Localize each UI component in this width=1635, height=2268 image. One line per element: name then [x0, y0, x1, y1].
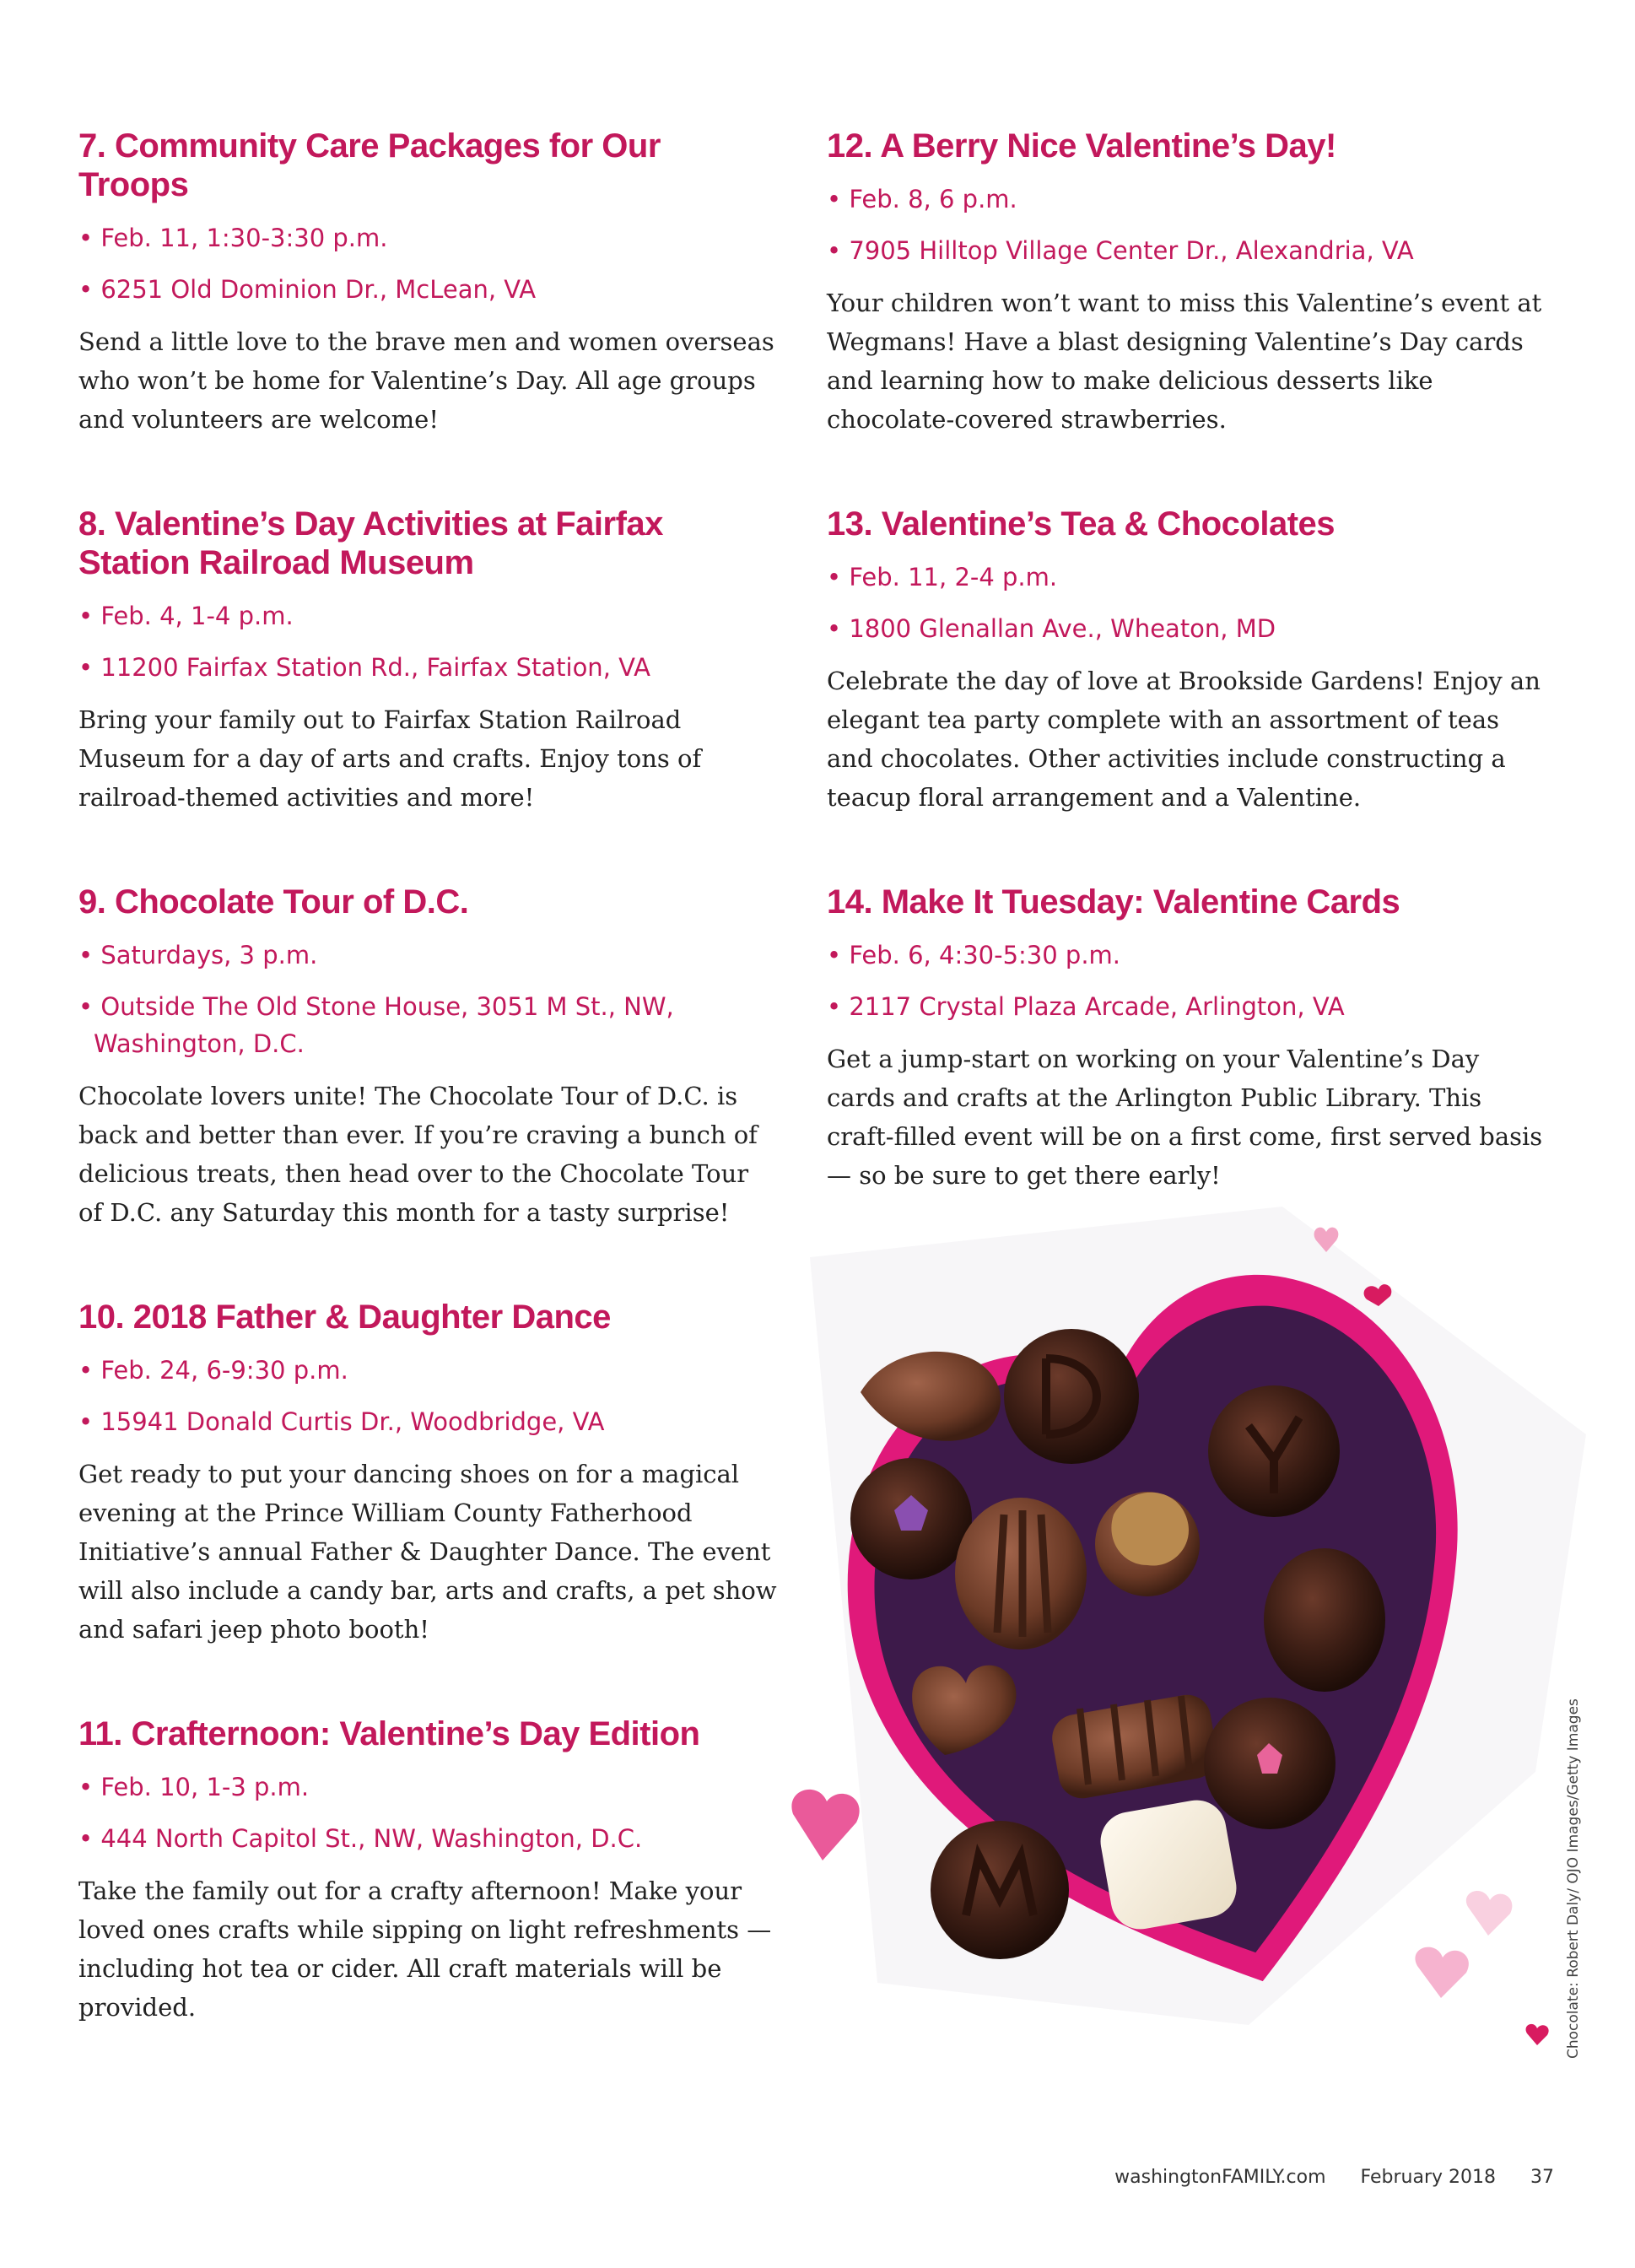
event-location: • 11200 Fairfax Station Rd., Fairfax Station, VA	[78, 653, 650, 682]
event-description: Bring your family out to Fairfax Station Railroad Museum for a day of arts and crafts. Enjoy tons of railroad-themed activities and more!	[78, 705, 702, 812]
event-date: • Feb. 6, 4:30-5:30 p.m.	[827, 941, 1121, 969]
event-title: 8. Valentine’s Day Activities at Fairfax Station Railroad Museum	[78, 505, 663, 581]
event-14	[827, 883, 1552, 1195]
chocolate-oval	[1264, 1548, 1385, 1692]
event-title: 11. Crafternoon: Valentine’s Day Edition	[78, 1715, 700, 1752]
event-description: Get ready to put your dancing shoes on for a magical evening at the Prince William County Fatherhood Initiative’s annual Father & Daughter Dance. The event will also include a candy bar, arts and crafts, a pet show and safari jeep photo booth!	[78, 1460, 777, 1644]
heart-decoration	[1415, 1947, 1468, 1998]
footer-issue: February 2018	[1360, 2167, 1496, 2188]
event-description: Send a little love to the brave men and women overseas who won’t be home for Valentine’s Day. All age groups and volunteers are welcome!	[78, 327, 774, 434]
event-title: 7. Community Care Packages for Our Troops	[78, 127, 661, 203]
event-13	[827, 505, 1552, 817]
event-date: • Feb. 11, 2-4 p.m.	[827, 563, 1058, 591]
heart-decoration	[1466, 1891, 1513, 1936]
event-location: • 15941 Donald Curtis Dr., Woodbridge, VA	[78, 1407, 605, 1436]
chocolate-d	[1004, 1329, 1139, 1464]
event-11	[78, 1714, 779, 2027]
event-location: • 2117 Crystal Plaza Arcade, Arlington, VA	[827, 992, 1345, 1021]
left-column	[78, 127, 779, 2092]
event-location: • 444 North Capitol St., NW, Washington, D.C.	[78, 1824, 643, 1853]
photo-credit: Chocolate: Robert Daly/ OJO Images/Getty Images	[1565, 1698, 1582, 2059]
large-heart-decoration	[791, 1790, 859, 1860]
event-title: 12. A Berry Nice Valentine’s Day!	[827, 127, 1336, 165]
event-description: Your children won’t want to miss this Valentine’s event at Wegmans! Have a blast designing Valentine’s Day cards and learning how to make delicious desserts like chocolate-covered strawberries.	[827, 289, 1542, 434]
event-8	[78, 505, 779, 817]
event-location: • 1800 Glenallan Ave., Wheaton, MD	[827, 614, 1276, 643]
white-chocolate	[1096, 1796, 1241, 1934]
chocolate-y	[1208, 1385, 1340, 1517]
event-date: • Feb. 8, 6 p.m.	[827, 185, 1017, 213]
event-description: Take the family out for a crafty afternoon! Make your loved ones crafts while sipping on light refreshments — including hot tea or cider. All craft materials will be provided.	[78, 1876, 772, 2022]
page-number: 37	[1530, 2167, 1554, 2188]
event-location: • 7905 Hilltop Village Center Dr., Alexandria, VA	[827, 236, 1414, 265]
event-date: • Feb. 4, 1-4 p.m.	[78, 602, 294, 630]
event-title: 9. Chocolate Tour of D.C.	[78, 883, 469, 921]
event-title: 10. 2018 Father & Daughter Dance	[78, 1299, 611, 1336]
event-7	[78, 127, 779, 439]
event-date: • Saturdays, 3 p.m.	[78, 941, 318, 969]
chocolate-box-image	[776, 1181, 1603, 2092]
event-9	[78, 883, 779, 1232]
event-description: Chocolate lovers unite! The Chocolate Tour of D.C. is back and better than ever. If you’re craving a bunch of delicious treats, then head over to the Chocolate Tour of D.C. any Saturday this month for a tasty surprise!	[78, 1082, 758, 1227]
event-title: 14. Make It Tuesday: Valentine Cards	[827, 883, 1400, 921]
event-10	[78, 1298, 779, 1649]
right-column	[827, 127, 1552, 1261]
event-date: • Feb. 10, 1-3 p.m.	[78, 1773, 310, 1801]
footer-site: washingtonFAMILY.com	[1114, 2167, 1326, 2188]
event-title: 13. Valentine’s Tea & Chocolates	[827, 505, 1336, 543]
event-location: • Outside The Old Stone House, 3051 M St., NW, Washington, D.C.	[78, 992, 674, 1058]
event-12	[827, 127, 1552, 439]
event-description: Get a jump-start on working on your Valentine’s Day cards and crafts at the Arlington Public Library. This craft-filled event will be on a first come, first served basis — so be sure to get there early!	[827, 1045, 1543, 1190]
small-heart-decoration	[1526, 2024, 1549, 2045]
event-location: • 6251 Old Dominion Dr., McLean, VA	[78, 275, 537, 304]
event-description: Celebrate the day of love at Brookside Gardens! Enjoy an elegant tea party complete with an assortment of teas and chocolates. Other activities include constructing a teacup floral arrangement and a Valentine.	[827, 667, 1541, 812]
event-date: • Feb. 24, 6-9:30 p.m.	[78, 1356, 348, 1385]
page-footer	[1114, 2167, 1554, 2188]
event-date: • Feb. 11, 1:30-3:30 p.m.	[78, 224, 388, 252]
